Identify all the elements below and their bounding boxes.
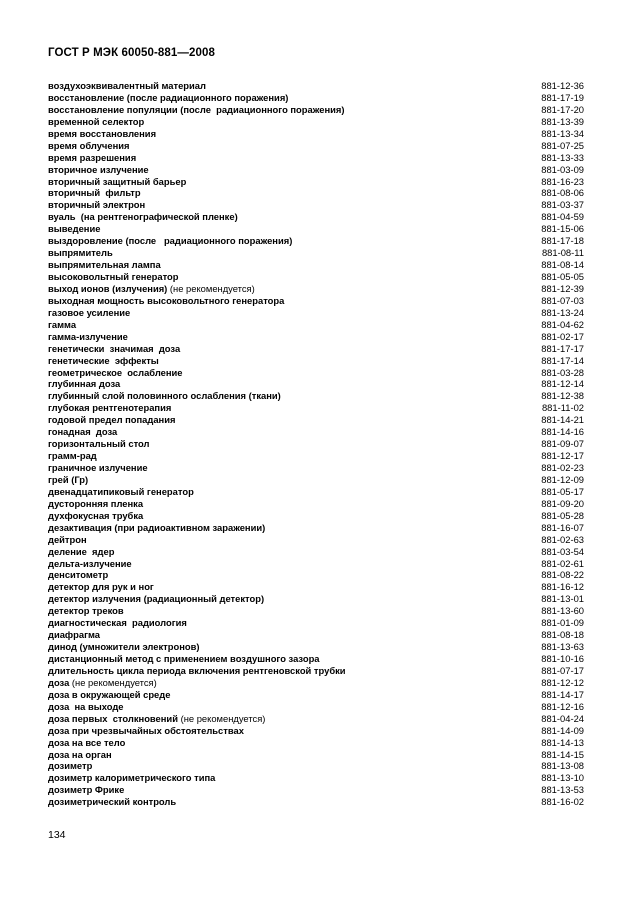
entry-code: 881-02-61 (541, 557, 584, 569)
index-entry (48, 378, 584, 390)
entry-code: 881-08-06 (541, 187, 584, 199)
entry-term: годовой предел попадания (48, 414, 176, 426)
entry-term: грей (Гр) (48, 473, 89, 485)
entry-code: 881-08-22 (541, 569, 584, 581)
entry-term-group (48, 462, 148, 474)
entry-term: доза первых столкновений (48, 712, 178, 724)
index-entry (48, 546, 584, 558)
index-entry (48, 187, 584, 199)
index-entry (48, 522, 584, 534)
entry-term-group (48, 355, 159, 367)
entry-term-group (48, 486, 194, 498)
entry-code: 881-17-17 (541, 342, 584, 354)
entry-code: 881-16-12 (541, 581, 584, 593)
entry-code: 881-14-15 (541, 748, 584, 760)
entry-term: гамма (48, 318, 77, 330)
entry-term: доза на орган (48, 748, 112, 760)
entry-code: 881-11-02 (541, 402, 584, 414)
entry-term: дельта-излучение (48, 557, 132, 569)
entry-code: 881-12-12 (541, 676, 584, 688)
entry-term: восстановление (после радиационного поражения) (48, 91, 289, 103)
entry-term-group (48, 283, 255, 295)
index-entry (48, 510, 584, 522)
entry-code: 881-09-07 (541, 438, 584, 450)
entry-code: 881-16-02 (541, 796, 584, 808)
entry-code: 881-12-14 (541, 378, 584, 390)
entry-term-group (48, 593, 264, 605)
entry-code: 881-12-39 (541, 282, 584, 294)
index-entry (48, 474, 584, 486)
entry-term-group (48, 235, 292, 247)
entry-code: 881-13-33 (541, 151, 584, 163)
index-entry (48, 128, 584, 140)
index-entry (48, 701, 584, 713)
entry-note: (не рекомендуется) (71, 676, 157, 688)
entry-term-group (48, 450, 97, 462)
index-entry (48, 617, 584, 629)
page-number: 134 (48, 829, 66, 841)
entry-code: 881-12-09 (541, 473, 584, 485)
entry-term-group (48, 558, 132, 570)
entry-term: время восстановления (48, 127, 157, 139)
entry-term-group (48, 402, 171, 414)
index-entry (48, 534, 584, 546)
entry-code: 881-15-06 (541, 223, 584, 235)
entry-code: 881-09-20 (541, 497, 584, 509)
index-entry (48, 713, 584, 725)
index-entry (48, 140, 584, 152)
index-entry (48, 116, 584, 128)
index-entry (48, 593, 584, 605)
entry-term-group (48, 772, 215, 784)
entry-term-group (48, 749, 112, 761)
entry-code: 881-03-09 (541, 163, 584, 175)
entry-term-group (48, 80, 206, 92)
entry-code: 881-03-28 (541, 366, 584, 378)
index-entry (48, 235, 584, 247)
index-entry (48, 343, 584, 355)
entry-code: 881-14-21 (541, 414, 584, 426)
entry-term-group (48, 164, 149, 176)
entry-term-group (48, 152, 136, 164)
entry-term: газовое усиление (48, 306, 131, 318)
entry-term: дозиметрический контроль (48, 796, 177, 808)
entry-term-group (48, 510, 143, 522)
entry-term-group (48, 617, 187, 629)
entry-term-group (48, 605, 124, 617)
entry-term: воздухоэквивалентный материал (48, 80, 206, 91)
entry-code: 881-04-59 (541, 211, 584, 223)
entry-term: дозиметр Фрике (48, 784, 125, 796)
entry-code: 881-07-03 (541, 294, 584, 306)
entry-code: 881-13-34 (541, 127, 584, 139)
index-entry (48, 569, 584, 581)
entry-term: дусторонняя пленка (48, 497, 144, 509)
entry-term: диагностическая радиология (48, 617, 187, 629)
index-entry (48, 796, 584, 808)
entry-term: временной селектор (48, 115, 145, 127)
index-entry (48, 426, 584, 438)
entry-term-group (48, 319, 76, 331)
entry-term-group (48, 271, 179, 283)
entry-term: глубинный слой половинного ослабления (ткани) (48, 390, 281, 402)
entry-note: (не рекомендуется) (169, 282, 255, 294)
entry-term-group (48, 438, 150, 450)
entry-term: детектор излучения (радиационный детектор) (48, 593, 265, 605)
index-entry (48, 629, 584, 641)
entry-term-group (48, 760, 92, 772)
index-entry (48, 677, 584, 689)
entry-term: глубокая рентгенотерапия (48, 402, 172, 414)
entry-code: 881-07-17 (541, 664, 584, 676)
entry-term: деление ядер (48, 545, 115, 557)
entry-term-group (48, 331, 128, 343)
entry-term: длительность цикла периода включения рентгеновской трубки (48, 664, 346, 676)
entry-term-group (48, 426, 117, 438)
entry-term: высоковольтный генератор (48, 271, 179, 282)
index-entry (48, 283, 584, 295)
entry-term: время разрешения (48, 151, 137, 163)
entry-code: 881-13-08 (541, 760, 584, 772)
entry-term-group (48, 390, 281, 402)
entry-term-group (48, 187, 141, 199)
entry-code: 881-02-23 (541, 462, 584, 473)
entry-note: (не рекомендуется) (180, 712, 266, 724)
page-header: ГОСТ Р МЭК 60050-881—2008 (48, 47, 215, 59)
entry-code: 881-03-54 (541, 545, 584, 557)
index-entry (48, 581, 584, 593)
entry-term-group (48, 211, 238, 223)
entry-term: выздоровление (после радиационного поражения) (48, 235, 293, 247)
entry-code: 881-12-17 (541, 450, 584, 462)
entry-code: 881-05-28 (541, 509, 584, 521)
entry-term: граничное излучение (48, 462, 148, 473)
entry-term: доза в окружающей среде (48, 688, 171, 700)
index-entry (48, 760, 584, 772)
entry-code: 881-02-63 (541, 533, 584, 545)
index-entry (48, 784, 584, 796)
entry-term-group (48, 223, 100, 235)
index-entry (48, 211, 584, 223)
entry-term-group (48, 295, 284, 307)
index-entry-list (48, 80, 584, 808)
entry-term: выпрямитель (48, 247, 113, 259)
index-entry (48, 152, 584, 164)
entry-code: 881-08-14 (541, 259, 584, 271)
entry-term-group (48, 653, 320, 665)
index-entry (48, 486, 584, 498)
entry-code: 881-10-16 (541, 653, 584, 664)
index-entry (48, 462, 584, 474)
entry-code: 881-14-13 (541, 736, 584, 748)
entry-term: доза (48, 676, 70, 688)
entry-term: вторичный фильтр (48, 187, 141, 199)
index-entry (48, 450, 584, 462)
index-entry (48, 355, 584, 367)
entry-term: детектор треков (48, 605, 124, 617)
entry-term-group (48, 581, 154, 593)
entry-code: 881-05-17 (541, 485, 584, 497)
entry-term: выход ионов (излучения) (48, 282, 168, 294)
entry-term: дистанционный метод с применением воздушного зазора (48, 653, 320, 664)
entry-term-group (48, 343, 180, 355)
entry-term-group (48, 307, 130, 319)
entry-code: 881-13-63 (541, 641, 584, 653)
entry-code: 881-12-16 (541, 700, 584, 712)
entry-term-group (48, 534, 87, 546)
entry-term: духфокусная трубка (48, 509, 144, 521)
entry-code: 881-13-10 (541, 772, 584, 784)
entry-code: 881-13-01 (541, 593, 584, 605)
entry-term: грамм-рад (48, 450, 97, 462)
entry-term-group (48, 140, 129, 152)
entry-term-group (48, 247, 113, 259)
entry-code: 881-05-05 (541, 271, 584, 282)
entry-code: 881-17-20 (541, 103, 584, 115)
entry-term: дозиметр (48, 760, 93, 772)
index-entry (48, 749, 584, 761)
index-entry (48, 164, 584, 176)
entry-term-group (48, 737, 125, 749)
index-entry (48, 223, 584, 235)
entry-term: гамма-излучение (48, 330, 128, 342)
entry-term-group (48, 104, 344, 116)
entry-term: вторичный защитный барьер (48, 175, 187, 187)
entry-term: доза на выходе (48, 700, 124, 712)
index-entry (48, 653, 584, 665)
entry-term-group (48, 128, 156, 140)
index-entry (48, 104, 584, 116)
entry-term-group (48, 641, 200, 653)
index-entry (48, 199, 584, 211)
entry-term-group (48, 784, 124, 796)
entry-code: 881-04-24 (541, 712, 584, 724)
index-entry (48, 725, 584, 737)
entry-term: доза на все тело (48, 736, 126, 748)
entry-term-group (48, 116, 144, 128)
entry-code: 881-12-36 (541, 80, 584, 91)
entry-term: доза при чрезвычайных обстоятельствах (48, 724, 244, 736)
entry-code: 881-03-37 (541, 199, 584, 211)
entry-term: время облучения (48, 139, 130, 151)
index-entry (48, 331, 584, 343)
entry-term: двенадцатипиковый генератор (48, 485, 194, 497)
index-entry (48, 402, 584, 414)
entry-term: горизонтальный стол (48, 438, 150, 450)
entry-term-group (48, 796, 176, 808)
index-entry (48, 247, 584, 259)
entry-code: 881-13-60 (541, 605, 584, 617)
index-entry (48, 367, 584, 379)
index-entry (48, 295, 584, 307)
index-entry (48, 498, 584, 510)
entry-term-group (48, 378, 120, 390)
entry-code: 881-14-16 (541, 426, 584, 438)
entry-code: 881-16-23 (541, 175, 584, 187)
entry-code: 881-14-17 (541, 688, 584, 700)
entry-term-group (48, 259, 161, 271)
entry-term: дозиметр калориметрического типа (48, 772, 216, 784)
entry-code: 881-08-18 (541, 629, 584, 641)
index-entry (48, 605, 584, 617)
entry-term-group (48, 522, 265, 534)
entry-term: генетически значимая доза (48, 342, 181, 354)
entry-term: детектор для рук и ног (48, 581, 154, 593)
entry-term: дезактивация (при радиоактивном заражении) (48, 521, 266, 533)
index-entry (48, 319, 584, 331)
index-entry (48, 307, 584, 319)
entry-term-group (48, 569, 108, 581)
index-entry (48, 259, 584, 271)
entry-term-group (48, 474, 88, 486)
entry-term-group (48, 677, 157, 689)
entry-term-group (48, 629, 100, 641)
entry-term-group (48, 367, 183, 379)
entry-term: выведение (48, 223, 101, 235)
entry-code: 881-04-62 (541, 318, 584, 330)
index-entry (48, 390, 584, 402)
entry-term: дейтрон (48, 533, 87, 545)
index-entry (48, 80, 584, 92)
entry-code: 881-17-19 (541, 91, 584, 103)
entry-term: генетические эффекты (48, 354, 159, 366)
index-entry (48, 176, 584, 188)
entry-code: 881-17-14 (541, 354, 584, 366)
entry-code: 881-13-53 (541, 784, 584, 796)
entry-term: выходная мощность высоковольтного генератора (48, 294, 285, 306)
entry-code: 881-08-11 (541, 247, 584, 259)
index-entry (48, 438, 584, 450)
entry-code: 881-17-18 (541, 235, 584, 247)
entry-term: восстановление популяции (после радиационного поражения) (48, 103, 345, 115)
entry-term-group (48, 701, 124, 713)
entry-term-group (48, 725, 244, 737)
index-entry (48, 689, 584, 701)
entry-code: 881-13-39 (541, 115, 584, 127)
entry-code: 881-16-07 (541, 521, 584, 533)
index-entry (48, 558, 584, 570)
index-entry (48, 737, 584, 749)
entry-term: выпрямительная лампа (48, 259, 161, 271)
entry-code: 881-07-25 (541, 139, 584, 151)
entry-term-group (48, 713, 265, 725)
index-entry (48, 414, 584, 426)
entry-term: вуаль (на рентгенографической пленке) (48, 211, 238, 223)
entry-term-group (48, 498, 143, 510)
index-entry (48, 92, 584, 104)
entry-term: диафрагма (48, 629, 101, 641)
entry-term: гонадная доза (48, 426, 118, 438)
entry-term: денситометр (48, 569, 109, 581)
entry-term: динод (умножители электронов) (48, 641, 200, 653)
index-entry (48, 271, 584, 283)
index-entry (48, 772, 584, 784)
entry-code: 881-13-24 (541, 306, 584, 318)
entry-term-group (48, 689, 170, 701)
entry-code: 881-12-38 (541, 390, 584, 402)
entry-term-group (48, 176, 186, 188)
entry-term-group (48, 92, 288, 104)
index-entry (48, 665, 584, 677)
entry-term: вторичное излучение (48, 163, 149, 175)
entry-term-group (48, 414, 175, 426)
entry-code: 881-02-17 (541, 330, 584, 342)
entry-code: 881-01-09 (541, 617, 584, 629)
entry-term: глубинная доза (48, 378, 121, 390)
entry-term-group (48, 665, 346, 677)
entry-code: 881-14-09 (541, 724, 584, 736)
index-entry (48, 641, 584, 653)
entry-term-group (48, 546, 114, 558)
entry-term: вторичный электрон (48, 199, 146, 211)
entry-term: геометрическое ослабление (48, 366, 183, 378)
entry-term-group (48, 199, 145, 211)
